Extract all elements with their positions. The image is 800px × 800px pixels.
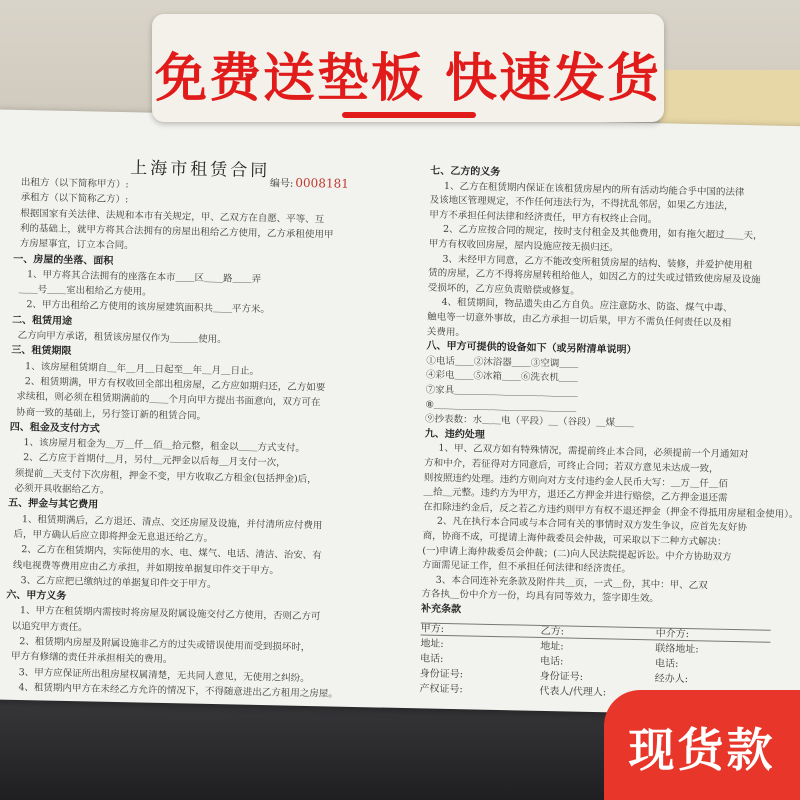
contract-left-line: 一、房屋的坐落、面积: [13, 253, 114, 267]
contract-right-line: 方和中介，若征得对方同意后，可终止合同；若双方意见未达成一致，: [424, 457, 719, 475]
contract-right-line: 触电等一切意外事故，由乙方承担一切后果，甲方不需负任何责任以及相: [427, 311, 732, 329]
contract-right-line: ①电话＿＿②沐浴器＿＿③空调＿＿: [426, 355, 579, 370]
contract-right-line: 3、未经甲方同意，乙方不能改变所租赁房屋的结构、装修，并爱护使用租: [442, 253, 753, 271]
contract-left-line: 1、该房屋月租金为＿万＿仟＿佰＿拾元整，租金以＿＿方式支付。: [23, 437, 306, 455]
contract-left-line: 乙方向甲方承诺，租赁该房屋仅作为＿＿＿使用。: [17, 329, 227, 346]
contract-left-line: 四、租金及支付方式: [9, 421, 100, 435]
contract-left-line: 五、押金与其它费用: [8, 498, 99, 511]
signature-field-label: 电话:: [539, 655, 564, 668]
contract-right-line: 关费用。: [426, 326, 466, 338]
contract-right-line: ＿拾＿元整。违约方为甲方，退还乙方押金并进行赔偿，乙方押金退还需: [423, 486, 728, 505]
contract-right-line: ⑧＿＿＿＿＿＿＿＿＿＿＿＿＿＿＿: [425, 399, 577, 414]
contract-left-line: 方房屋事宜，订立本合同。: [19, 238, 134, 252]
signature-field-label: 电话:: [419, 653, 444, 665]
contract-right-line: 1、乙方在租赁期内保证在该租赁房屋内的所有活动均能合乎中国的法律: [443, 180, 745, 198]
contract-left-line: 二、租赁用途: [11, 314, 73, 327]
contract-left-line: 利的基础上，就甲方将其合法拥有的房屋出租给乙方使用，乙方承租使用甲: [19, 222, 334, 241]
signature-field-label: 甲方:: [420, 623, 445, 635]
signature-field-label: 身份证号:: [539, 670, 584, 683]
contract-right-line: 及该地区管理规定，不作任何违法行为，不得扰乱邻居，如果乙方违法，: [429, 194, 734, 213]
signature-field-label: 中介方:: [655, 628, 690, 641]
contract-left-line: 4、租赁期内甲方在未经乙方允许的情况下，不得随意进出乙方租用之房屋。: [18, 681, 338, 700]
contract-left-line: 2、乙方应于首期付＿月，另付＿元押金以后每＿月支付一次，: [23, 452, 286, 470]
signature-field-label: 乙方:: [540, 625, 565, 638]
contract-left-line: ＿＿号＿＿室出租给乙方使用。: [18, 284, 152, 298]
contract-left-line: 三、租赁期限: [11, 345, 72, 358]
signature-field-label: 联络地址:: [655, 643, 699, 656]
contract-right-line: 在扣除违约金后，反之若乙方违约则甲方有权不退还押金（押金不得抵用房屋租金使用）。: [423, 501, 799, 521]
signature-field-label: 身份证号:: [419, 668, 464, 681]
contract-left-line: 出租方（以下简称甲方）:: [20, 177, 129, 191]
contract-right-line: 2、凡在执行本合同或与本合同有关的事情时双方发生争议，应首先友好协: [436, 516, 748, 534]
contract-right-line: 方面需见证工作，但不承担任何法律和经济责任。: [421, 559, 632, 576]
contract-right-line: 3、本合同连补充条款及附件共＿页，一式＿份，其中：甲、乙双: [435, 574, 708, 592]
contract-right-line: 甲方不承担任何法律和经济责任，甲方有权终止合同。: [429, 209, 658, 226]
contract-left-line: 后，甲方确认后应立即将押金无息退还给乙方。: [13, 528, 214, 544]
contract-number-label: 编号:: [269, 178, 294, 190]
contract-left-line: 3、甲方应保证所出租房屋权属清楚，无共同人意见，无使用之纠纷。: [18, 666, 310, 684]
contract-right-line: 4、租赁期间，物品遗失由乙方自负。应注意防水、防盗、煤气中毒、: [441, 297, 733, 315]
contract-left-line: 根据国家有关法律、法规和本市有关规定，甲、乙双方在自愿、平等、互: [20, 207, 325, 225]
contract-title: 上海市租赁合同: [130, 158, 271, 182]
in-stock-badge: [604, 690, 800, 800]
signature-field-label: 代表人/代理人:: [539, 685, 607, 699]
contract-number: [270, 174, 349, 191]
contract-left-line: 3、乙方应把已缴纳过的单据复印件交于甲方。: [20, 574, 217, 590]
contract-right-line: 方各执＿份中介方一份，均具有同等效力，签字即生效。: [421, 588, 659, 605]
contract-left-line: 以追究甲方责任。: [11, 620, 88, 634]
promo-banner-text: 免费送垫板 快速发货: [154, 49, 662, 109]
contract-left-line: 求续租，则必须在租赁期满前的＿＿个月向甲方提出书面意向，双方可在: [16, 391, 321, 409]
contract-right-line: ⑨抄表数：水＿＿电（平段）＿（谷段）＿煤＿＿: [424, 413, 635, 430]
promo-banner: [152, 14, 664, 122]
contract-left-line: 2、甲方出租给乙方使用的该房屋建筑面积共＿＿平方米。: [26, 299, 270, 316]
contract-right-line: 补充条款: [420, 603, 462, 616]
contract-right-line: 受损坏的，乙方应负责赔偿或修复。: [427, 282, 580, 297]
contract-left-line: 六、甲方义务: [6, 589, 67, 603]
contract-left-line: 2、乙方在租赁期内，实际使用的水、电、煤气、电话、清洁、治安、有: [21, 544, 322, 562]
contract-right-line: 商，协商不成，可提请上海仲裁委员会仲裁，可采取以下二种方式解决：: [422, 530, 727, 548]
contract-right-line: 赁的房屋，乙方不得将房屋转租给他人，如因乙方的过失或过错致使房屋及设施: [428, 267, 761, 286]
contract-right-line: ⑦家具＿＿＿＿＿＿＿＿＿＿＿＿＿: [425, 384, 578, 399]
signature-field-label: 地址:: [540, 640, 564, 653]
contract-left-line: 甲方有修缮的责任并承担相关的费用。: [10, 651, 173, 666]
supplement-rule-line: [421, 634, 771, 642]
contract-right-line: 则按照违约处理。违约方则向对方支付违约金人民币大写：＿万＿仟＿佰: [423, 472, 728, 490]
in-stock-badge-text: 现货款: [628, 723, 776, 777]
contract-right-line: ④彩电＿＿⑤冰箱＿＿⑥洗衣机＿＿: [425, 369, 579, 385]
signature-field-label: 经办人:: [654, 673, 689, 686]
contract-right-line: 九、违约处理: [424, 428, 485, 441]
contract-right-line: (一)申请上海仲裁委员会仲裁；(二)向人民法院提起诉讼。中介方协助双方: [422, 545, 732, 563]
contract-left-line: 1、甲方在租赁期内需按时将房屋及附属设施交付乙方使用，否则乙方可: [19, 605, 321, 623]
contract-left-line: 须提前＿天支付下次房租，押金不变，甲方收取乙方租金(包括押金)后，: [14, 467, 317, 485]
contract-left-line: 2、租赁期内房屋及附属设施非乙方的过失或错误使用而受到损坏时，: [19, 636, 311, 654]
supplement-rule-line: [421, 622, 771, 630]
contract-left-line: 1、租赁期满后，乙方退还、清点、交还房屋及设施，并付清所应付费用: [21, 513, 323, 531]
contract-number-value: 0008181: [295, 175, 349, 191]
contract-right-line: 2、乙方应按合同的规定，按时支付租金及其他费用，如有拖欠超过＿＿天，: [442, 224, 763, 242]
signature-field-label: 电话:: [654, 658, 679, 670]
contract-left-line: 1、该房屋租赁期自＿年＿月＿日起至＿年＿月＿日止。: [24, 360, 260, 377]
contract-left-line: 协商一致的基础上，另行签订新的租赁合同。: [16, 406, 207, 422]
contract-right-line: 甲方有权收回房屋，屋内设施应按无损归还。: [428, 238, 619, 254]
contract-left-line: 必须开具收据给乙方。: [14, 482, 110, 496]
signature-field-label: 产权证号:: [419, 683, 463, 696]
contract-left-line: 承租方（以下简称乙方）:: [20, 192, 129, 206]
contract-left-line: 线电视费等费用应由乙方承担，并如期按单据复印件交于甲方。: [12, 559, 280, 576]
signature-field-label: 地址:: [420, 638, 444, 650]
promo-banner-underline: [342, 112, 476, 118]
contract-right-line: 八、甲方可提供的设备如下（或另附清单说明）: [426, 340, 637, 357]
contract-right-line: 七、乙方的义务: [430, 165, 501, 179]
contract-right-line: 1、甲、乙双方如有特殊情况，需提前终止本合同，必须提前一个月通知对: [438, 443, 749, 461]
contract-left-line: 2、租赁期满，甲方有权收回全部出租房屋，乙方应如期归还，乙方如要: [24, 376, 326, 394]
contract-document: [0, 137, 800, 709]
contract-left-line: 1、甲方将其合法拥有的座落在本市＿＿区＿＿路＿＿弄: [26, 268, 262, 285]
